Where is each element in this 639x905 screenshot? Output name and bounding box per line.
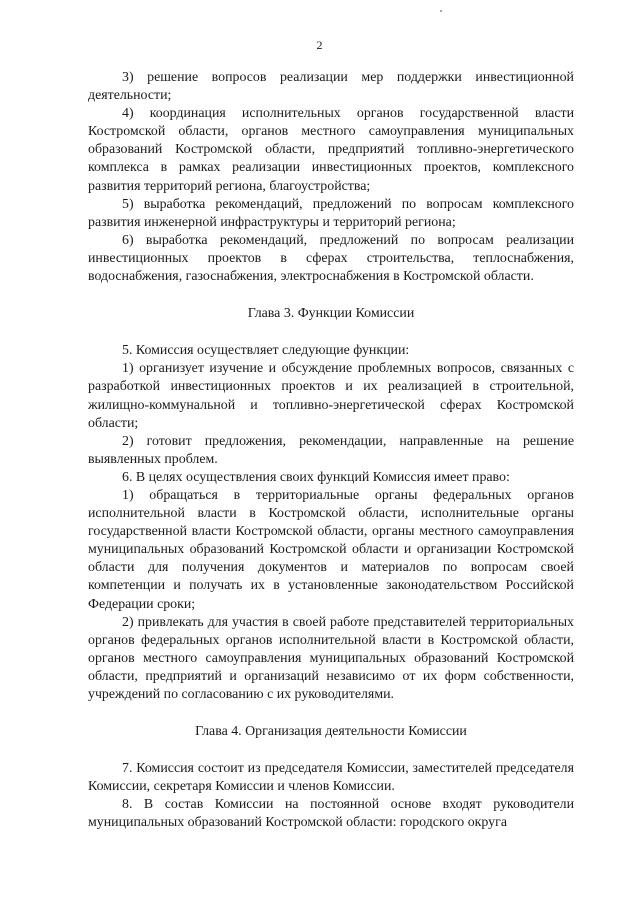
spacer [88, 323, 574, 342]
paragraph-clause-5-item-1: 1) организует изучение и обсуждение проблемных вопросов, связанных с разработкой инвестиционных проектов и их реализацией в строительной, жилищно-коммунальной и топливно-энергетической сферах Костромской области; [88, 361, 574, 431]
scan-speck [440, 10, 442, 12]
spacer [88, 704, 574, 723]
paragraph-clause-8: 8. В состав Комиссии на постоянной основе входят руководители муниципальных образований Костромской области: городского округа [88, 797, 574, 831]
paragraph-5: 5) выработка рекомендаций, предложений по вопросам комплексного развития инженерной инфраструктуры и территорий региона; [88, 196, 574, 230]
paragraph-6: 6) выработка рекомендаций, предложений по вопросам реализации инвестиционных проектов в сферах строительства, теплоснабжения, водоснабжения, газоснабжения, электроснабжения в Костромской области. [88, 232, 574, 285]
spacer [88, 286, 574, 305]
paragraph-clause-5-item-2: 2) готовит предложения, рекомендации, направленные на решение выявленных проблем. [88, 433, 574, 467]
paragraph-clause-6-item-1: 1) обращаться в территориальные органы федеральных органов исполнительной власти в Костромской области, исполнительные органы государственной власти Костромской области, органы местного самоуправления муниципальных образований Костромской области и организации Костромской области для получения документов и материалов по вопросам своей компетенции и получать их в установленные законодательством Российской Федерации сроки; [88, 487, 574, 612]
paragraph-clause-7: 7. Комиссия состоит из председателя Комиссии, заместителей председателя Комиссии, секретаря Комиссии и членов Комиссии. [88, 761, 574, 795]
paragraph-clause-6: 6. В целях осуществления своих функций Комиссия имеет право: [122, 469, 510, 485]
chapter-3-heading: Глава 3. Функции Комиссии [247, 306, 415, 322]
paragraph-4: 4) координация исполнительных органов государственной власти Костромской области, органов местного самоуправления муниципальных образований Костромской области, предприятий топливно-энергетического комплекса в рамках реализации инвестиционных проектов, комплексного развития территорий региона, благоустройства; [88, 106, 574, 194]
paragraph-clause-6-item-2: 2) привлекать для участия в своей работе представителей территориальных органов федеральных органов исполнительной власти в Костромской области, органов местного самоуправления муниципальных образований Костромской области, предприятий и организаций независимо от их форм собственности, учреждений по согласованию с их руководителями. [88, 614, 574, 702]
chapter-4-heading: Глава 4. Организация деятельности Комиссии [195, 724, 467, 740]
spacer [88, 741, 574, 760]
paragraph-clause-5: 5. Комиссия осуществляет следующие функции: [122, 343, 410, 359]
page-number: 2 [316, 38, 323, 52]
paragraph-3: 3) решение вопросов реализации мер поддержки инвестиционной деятельности; [88, 70, 574, 104]
document-body [88, 69, 574, 833]
